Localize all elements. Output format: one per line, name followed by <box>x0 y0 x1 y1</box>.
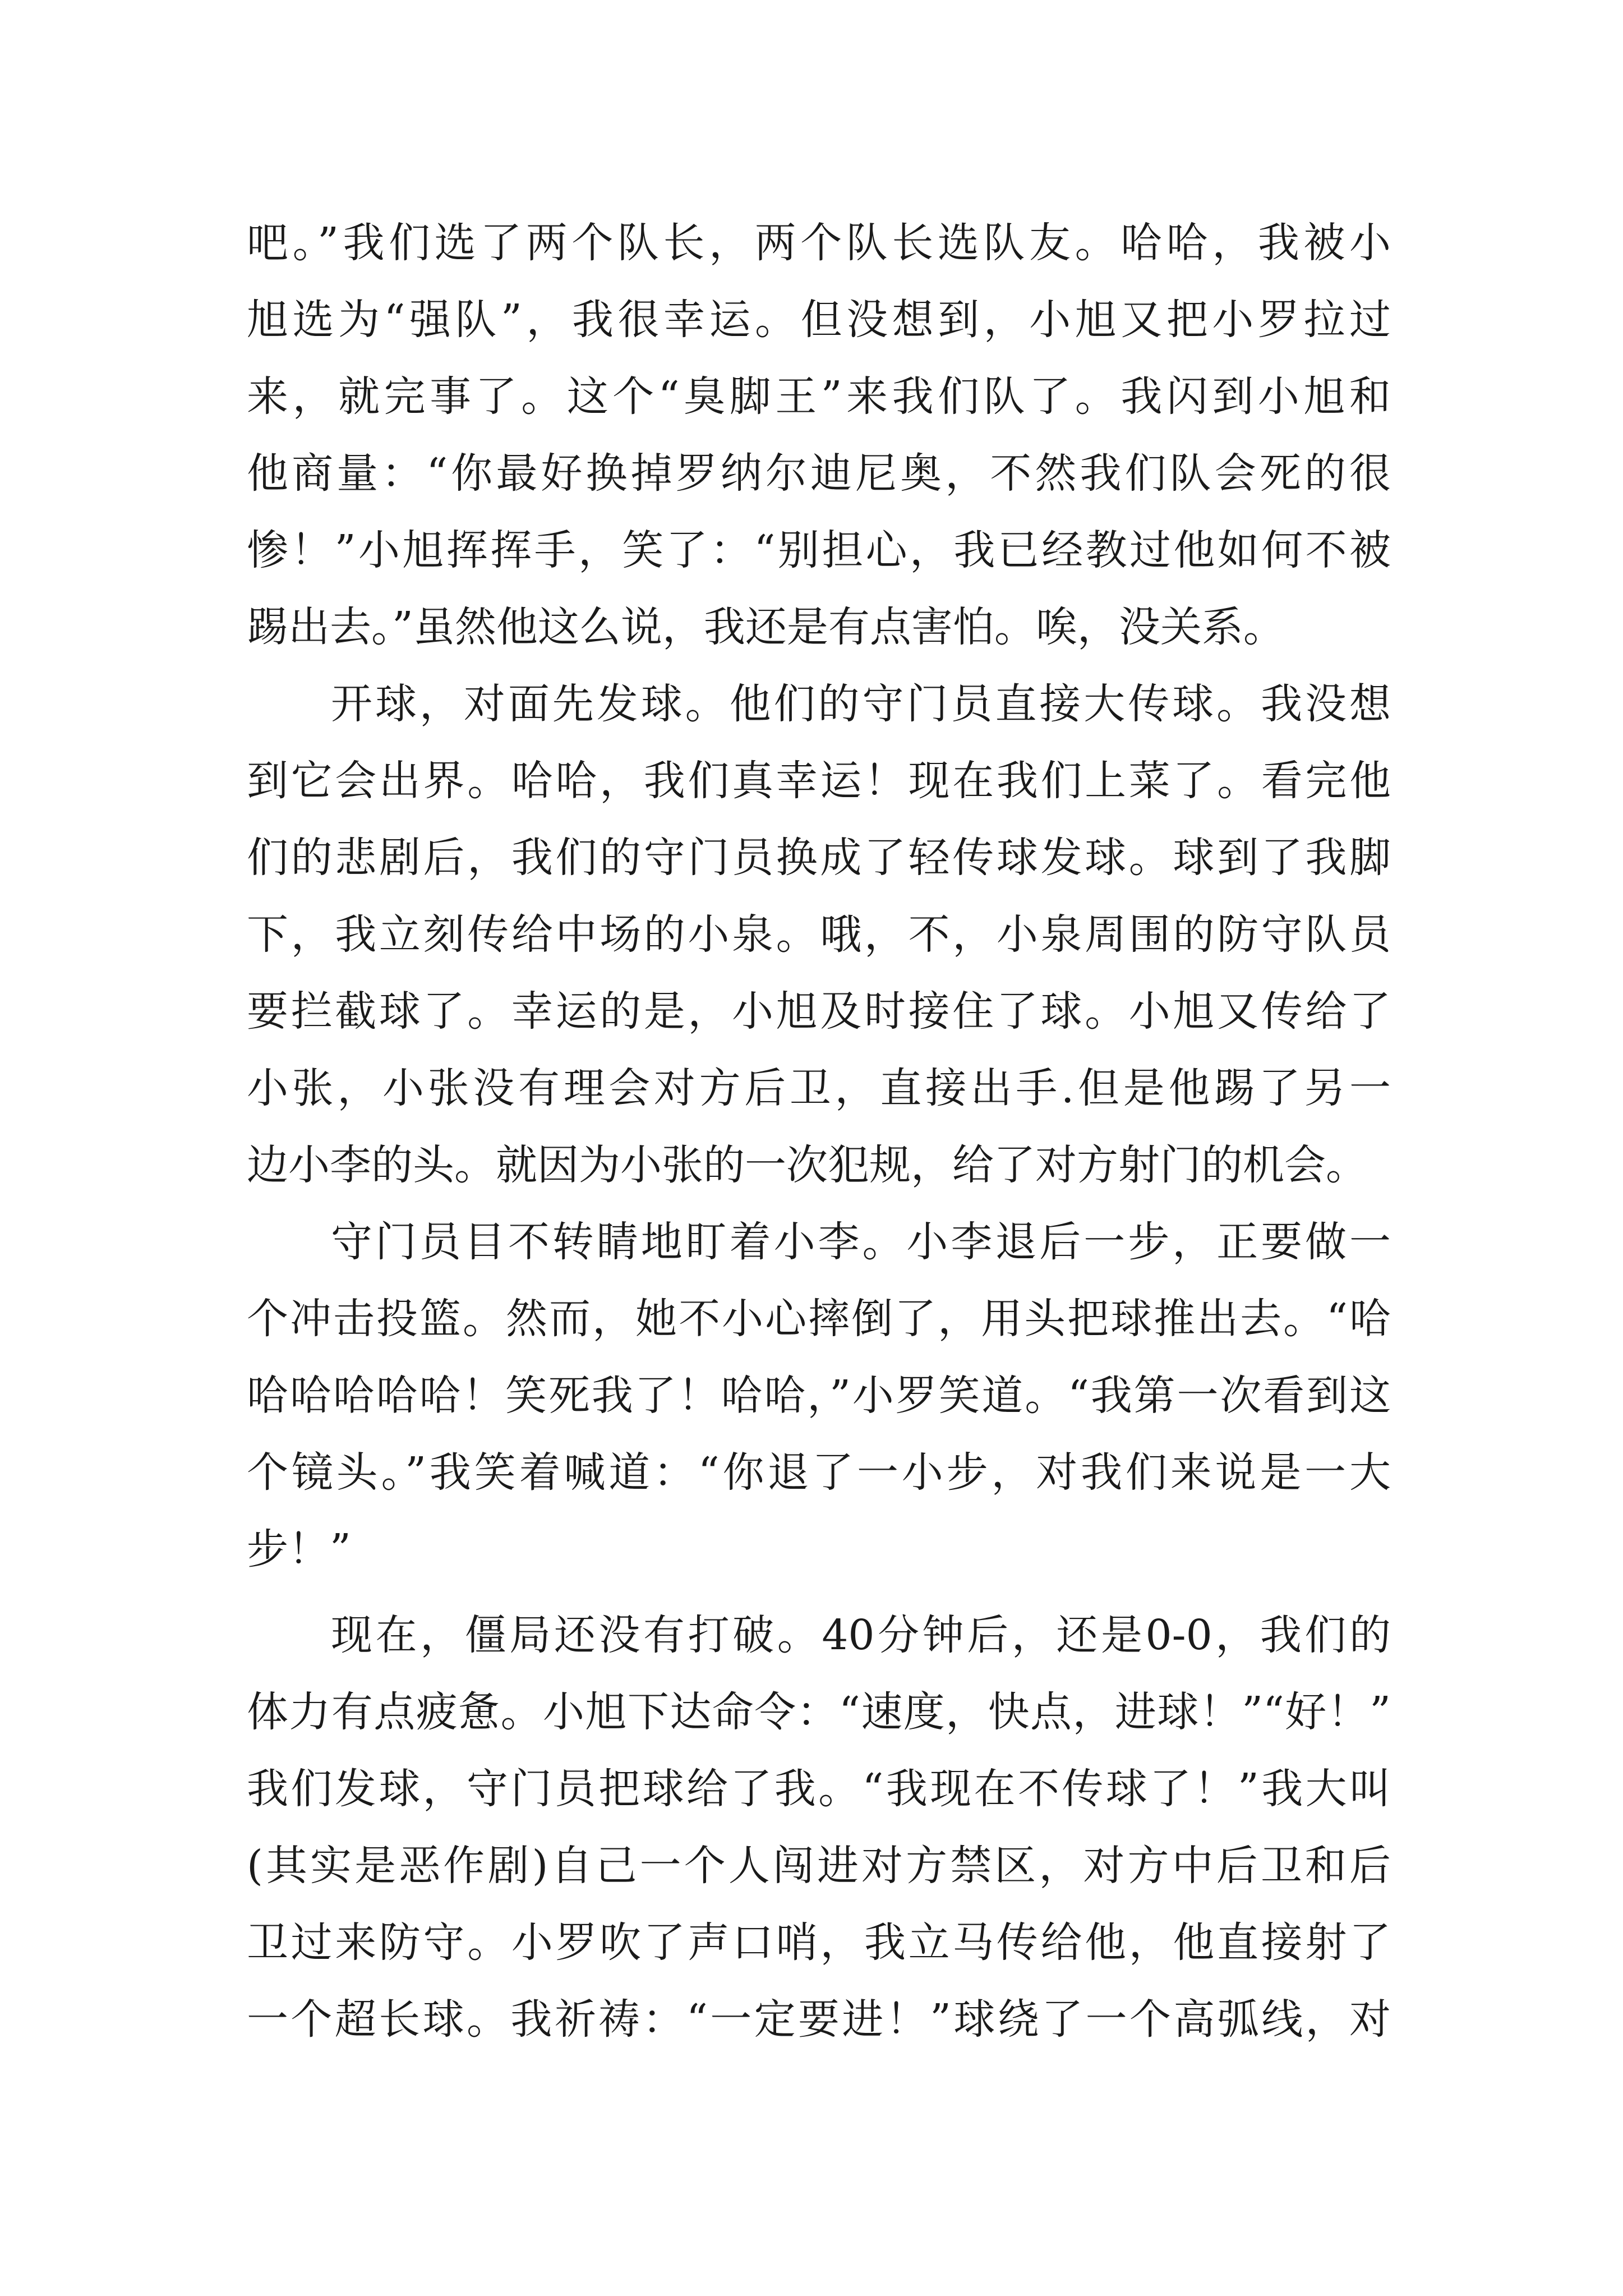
text-line: 旭选为“强队”，我很幸运。但没想到，小旭又把小罗拉过 <box>247 296 1391 344</box>
text-line: 哈哈哈哈哈！笑死我了！哈哈，”小罗笑道。“我第一次看到这 <box>247 1372 1391 1420</box>
text-line: 小张，小张没有理会对方后卫，直接出手.但是他踢了另一 <box>247 1064 1391 1112</box>
paragraph <box>247 1597 1391 2058</box>
text-line: 踢出去。”虽然他这么说，我还是有点害怕。唉，没关系。 <box>247 603 1285 651</box>
paragraph <box>247 205 1391 666</box>
text-line: (其实是恶作剧)自己一个人闯进对方禁区，对方中后卫和后 <box>247 1842 1391 1890</box>
text-line: 步！” <box>247 1525 351 1573</box>
text-line: 个镜头。”我笑着喊道：“你退了一小步，对我们来说是一大 <box>247 1448 1391 1497</box>
text-line: 我们发球，守门员把球给了我。“我现在不传球了！”我大叫 <box>247 1765 1391 1813</box>
text-line: 一个超长球。我祈祷：“一定要进！”球绕了一个高弧线，对 <box>247 1995 1391 2044</box>
text-line: 下，我立刻传给中场的小泉。哦，不，小泉周围的防守队员 <box>247 910 1391 959</box>
text-line: 们的悲剧后，我们的守门员换成了轻传球发球。球到了我脚 <box>247 834 1391 882</box>
text-line: 要拦截球了。幸运的是，小旭及时接住了球。小旭又传给了 <box>247 987 1391 1036</box>
paragraph <box>247 666 1391 1204</box>
text-line: 他商量：“你最好换掉罗纳尔迪尼奥，不然我们队会死的很 <box>247 449 1391 498</box>
text-line: 边小李的头。就因为小张的一次犯规，给了对方射门的机会。 <box>247 1141 1367 1189</box>
text-line: 惨！”小旭挥挥手，笑了：“别担心，我已经教过他如何不被 <box>247 526 1391 574</box>
text-line: 卫过来防守。小罗吹了声口哨，我立马传给他，他直接射了 <box>247 1918 1391 1967</box>
document-text <box>247 205 1391 2058</box>
text-line: 现在，僵局还没有打破。40分钟后，还是0-0，我们的 <box>331 1611 1391 1659</box>
text-line: 个冲击投篮。然而，她不小心摔倒了，用头把球推出去。“哈 <box>247 1295 1391 1343</box>
text-line: 来，就完事了。这个“臭脚王”来我们队了。我闪到小旭和 <box>247 372 1391 421</box>
text-line: 开球，对面先发球。他们的守门员直接大传球。我没想 <box>331 680 1391 728</box>
paragraph <box>247 1204 1391 1588</box>
text-line: 体力有点疲惫。小旭下达命令：“速度，快点，进球！”“好！” <box>247 1688 1391 1736</box>
text-line: 吧。”我们选了两个队长，两个队长选队友。哈哈，我被小 <box>247 219 1391 267</box>
text-line: 守门员目不转睛地盯着小李。小李退后一步，正要做一 <box>331 1218 1391 1266</box>
paragraph-gap <box>247 1588 1391 1597</box>
text-line: 到它会出界。哈哈，我们真幸运！现在我们上菜了。看完他 <box>247 757 1391 805</box>
